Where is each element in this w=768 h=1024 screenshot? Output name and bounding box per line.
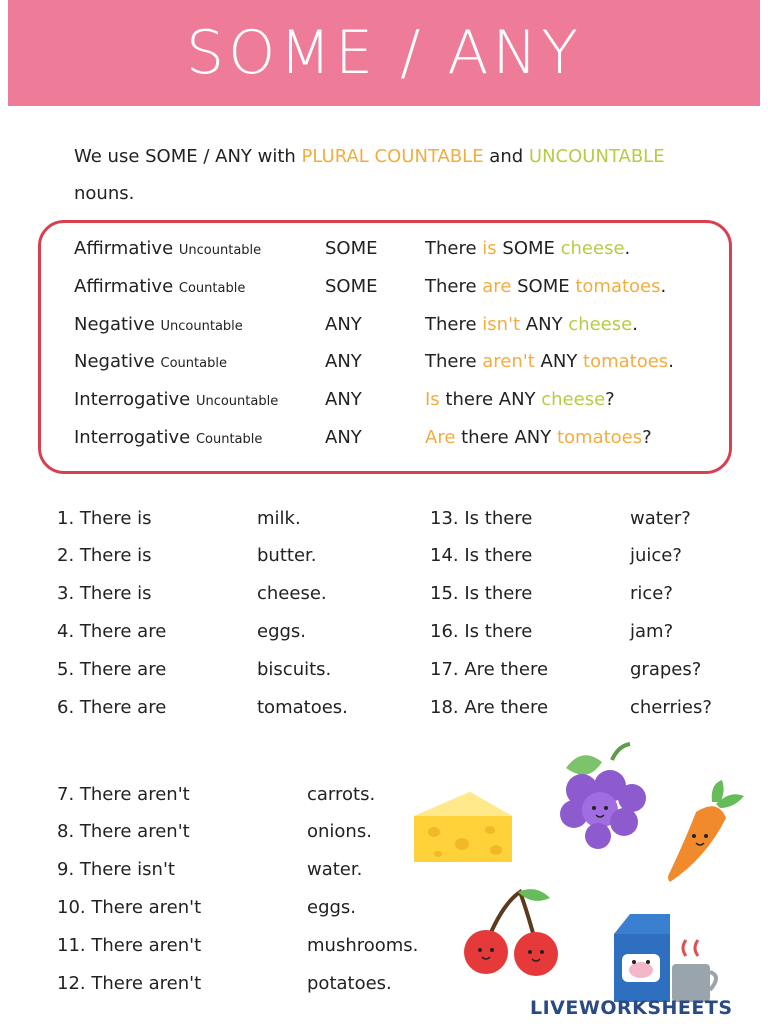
exercise-prompt: 7. There aren't <box>57 784 190 805</box>
rule-example-part: tomatoes <box>575 276 661 297</box>
header-banner <box>8 0 760 106</box>
rule-example-part: isn't <box>482 314 521 335</box>
rule-example-part: Is <box>425 389 440 410</box>
rule-type-label: Negative <box>74 351 155 372</box>
intro-uncountable: UNCOUNTABLE <box>528 146 665 167</box>
exercise-prompt: 2. There is <box>57 545 152 566</box>
rule-type-label: Affirmative <box>74 276 174 297</box>
rule-example <box>425 238 630 259</box>
rule-example-part: . <box>668 351 674 372</box>
rule-type <box>74 427 324 448</box>
rule-example-part: there ANY <box>439 389 542 410</box>
rule-subtype-label: Countable <box>195 432 263 447</box>
intro-nouns: nouns. <box>74 183 135 204</box>
rule-subtype-label: Uncountable <box>178 243 262 258</box>
exercise-noun: tomatoes. <box>257 697 348 718</box>
rule-example-part: cheese <box>541 389 606 410</box>
rule-example-part: There <box>425 314 483 335</box>
brand-logo-text: LIVEWORKSHEETS <box>530 997 733 1019</box>
exercise-prompt: 4. There are <box>57 621 167 642</box>
exercise-prompt: 18. Are there <box>430 697 549 718</box>
rule-quantifier: ANY <box>325 427 362 448</box>
rule-example-part: . <box>632 314 638 335</box>
exercise-prompt: 15. Is there <box>430 583 533 604</box>
exercise-noun: cheese. <box>257 583 327 604</box>
exercise-noun: biscuits. <box>257 659 332 680</box>
rule-example <box>425 427 652 448</box>
rule-example <box>425 276 666 297</box>
rule-example-part: is <box>482 238 497 259</box>
exercise-prompt: 16. Is there <box>430 621 533 642</box>
intro-and: and <box>483 146 529 167</box>
exercise-prompt: 11. There aren't <box>57 935 202 956</box>
intro-text <box>74 138 734 212</box>
rule-example-part: are <box>482 276 512 297</box>
exercise-prompt: 17. Are there <box>430 659 549 680</box>
exercise-prompt: 12. There aren't <box>57 973 202 994</box>
rule-example-part: there ANY <box>455 427 557 448</box>
rule-example-part: There <box>425 276 483 297</box>
exercise-prompt: 13. Is there <box>430 508 533 529</box>
exercise-noun: butter. <box>257 545 317 566</box>
rule-type-label: Interrogative <box>74 427 191 448</box>
rule-type <box>74 351 324 372</box>
exercise-prompt: 14. Is there <box>430 545 533 566</box>
exercise-prompt: 6. There are <box>57 697 167 718</box>
milk-carton-icon <box>608 910 726 1004</box>
exercise-prompt: 5. There are <box>57 659 167 680</box>
rule-example-part: cheese <box>560 238 625 259</box>
rule-example-part: ANY <box>534 351 584 372</box>
exercise-noun: rice? <box>630 583 673 604</box>
rule-subtype-label: Uncountable <box>160 319 243 334</box>
exercise-noun: milk. <box>257 508 301 529</box>
rule-type <box>74 314 324 335</box>
rule-quantifier: ANY <box>325 389 362 410</box>
exercise-noun: carrots. <box>307 784 376 805</box>
exercise-prompt: 3. There is <box>57 583 152 604</box>
cheese-icon <box>408 786 518 868</box>
rule-quantifier: SOME <box>325 276 378 297</box>
rule-subtype-label: Countable <box>178 281 246 296</box>
rule-example <box>425 314 638 335</box>
rule-example-part: ANY <box>520 314 569 335</box>
page-title: SOME / ANY <box>186 18 582 88</box>
rule-example-part: SOME <box>496 238 561 259</box>
rule-type-label: Negative <box>74 314 155 335</box>
rule-example-part: tomatoes <box>583 351 669 372</box>
rule-example-part: tomatoes <box>556 427 643 448</box>
rule-example-part: There <box>425 238 483 259</box>
grapes-icon <box>552 740 650 850</box>
exercise-noun: cherries? <box>630 697 712 718</box>
rule-subtype-label: Countable <box>160 356 227 371</box>
exercise-noun: mushrooms. <box>307 935 419 956</box>
rule-example <box>425 351 674 372</box>
rule-type-label: Affirmative <box>74 238 174 259</box>
carrot-icon <box>656 778 748 886</box>
exercise-prompt: 8. There aren't <box>57 821 190 842</box>
rule-example-part: ? <box>605 389 615 410</box>
rule-example <box>425 389 615 410</box>
rule-example-part: . <box>660 276 667 297</box>
exercise-noun: water. <box>307 859 363 880</box>
rule-type <box>74 238 324 259</box>
rule-type <box>74 276 324 297</box>
rule-subtype-label: Uncountable <box>195 394 279 409</box>
rule-example-part: Are <box>425 427 456 448</box>
intro-part: We use SOME / ANY with <box>74 146 302 167</box>
exercise-noun: jam? <box>630 621 674 642</box>
exercise-prompt: 10. There aren't <box>57 897 202 918</box>
rule-quantifier: ANY <box>325 351 362 372</box>
exercise-noun: potatoes. <box>307 973 392 994</box>
cherries-icon <box>458 884 564 982</box>
rule-type <box>74 389 324 410</box>
rule-example-part: ? <box>642 427 652 448</box>
exercise-noun: juice? <box>630 545 682 566</box>
exercise-noun: onions. <box>307 821 372 842</box>
intro-countable: PLURAL COUNTABLE <box>301 146 484 167</box>
rule-example-part: There <box>425 351 483 372</box>
rule-quantifier: SOME <box>325 238 378 259</box>
exercise-noun: eggs. <box>257 621 307 642</box>
exercise-prompt: 1. There is <box>57 508 152 529</box>
exercise-noun: eggs. <box>307 897 357 918</box>
rule-example-part: . <box>624 238 631 259</box>
rule-example-part: SOME <box>511 276 576 297</box>
rule-type-label: Interrogative <box>74 389 191 410</box>
exercise-noun: grapes? <box>630 659 702 680</box>
exercise-prompt: 9. There isn't <box>57 859 175 880</box>
rule-quantifier: ANY <box>325 314 362 335</box>
rule-example-part: cheese <box>568 314 633 335</box>
exercise-noun: water? <box>630 508 691 529</box>
rule-example-part: aren't <box>482 351 535 372</box>
